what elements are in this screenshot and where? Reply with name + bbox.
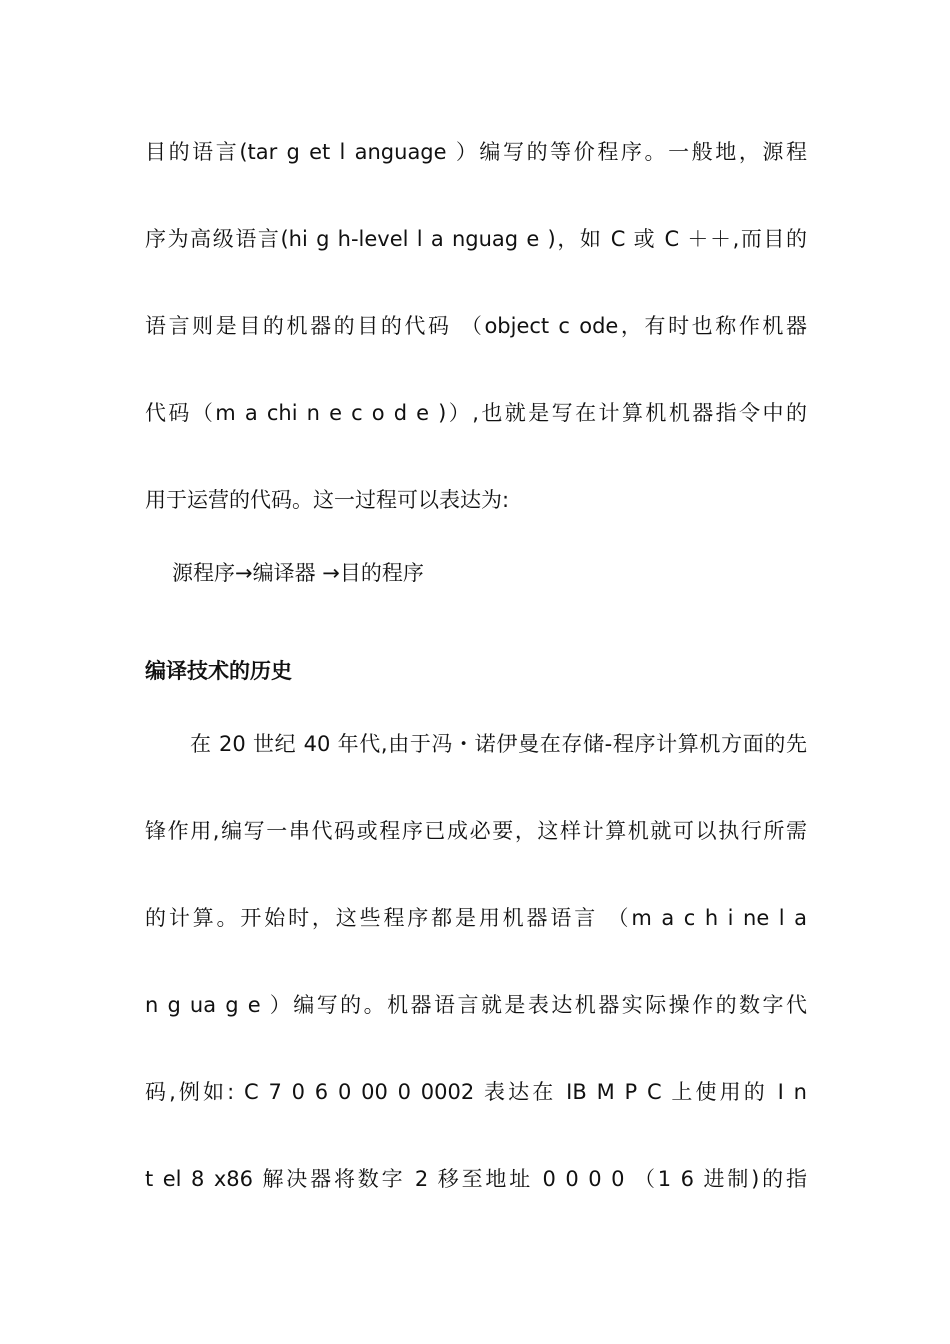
- paragraph-2-line-5: 码,例如: C 7 0 6 0 00 0 0002 表达在 IB M P C 上使用的 I n: [145, 1080, 807, 1104]
- paragraph-2-line-2: 锋作用,编写一串代码或程序已成必要，这样计算机就可以执行所需: [145, 819, 807, 843]
- section-heading: 编译技术的历史: [145, 659, 292, 683]
- paragraph-1-line-2: 序为高级语言(hi g h-level l a nguag e )，如 C 或 C ＋＋,而目的: [145, 227, 807, 251]
- paragraph-1-line-5: 用于运营的代码。这一过程可以表达为:: [145, 488, 510, 512]
- paragraph-1-line-1: 目的语言(tar g et l anguage ）编写的等价程序。一般地，源程: [145, 140, 807, 164]
- paragraph-1-line-3: 语言则是目的机器的目的代码 （object c ode，有时也称作机器: [145, 314, 807, 338]
- paragraph-2-line-1: 在 20 世纪 40 年代,由于冯・诺伊曼在存储-程序计算机方面的先: [190, 732, 807, 756]
- compile-formula: 源程序→编译器 →目的程序: [172, 561, 424, 585]
- paragraph-2-line-6: t el 8 x86 解决器将数字 2 移至地址 0 0 0 0 （1 6 进制)的指: [145, 1167, 807, 1191]
- paragraph-2-line-4: n g ua g e ）编写的。机器语言就是表达机器实际操作的数字代: [145, 993, 807, 1017]
- paragraph-2-line-3: 的计算。开始时，这些程序都是用机器语言 （m a c h i ne l a: [145, 906, 807, 930]
- paragraph-1-line-4: 代码（m a chi n e c o d e )）,也就是写在计算机机器指令中的: [145, 401, 807, 425]
